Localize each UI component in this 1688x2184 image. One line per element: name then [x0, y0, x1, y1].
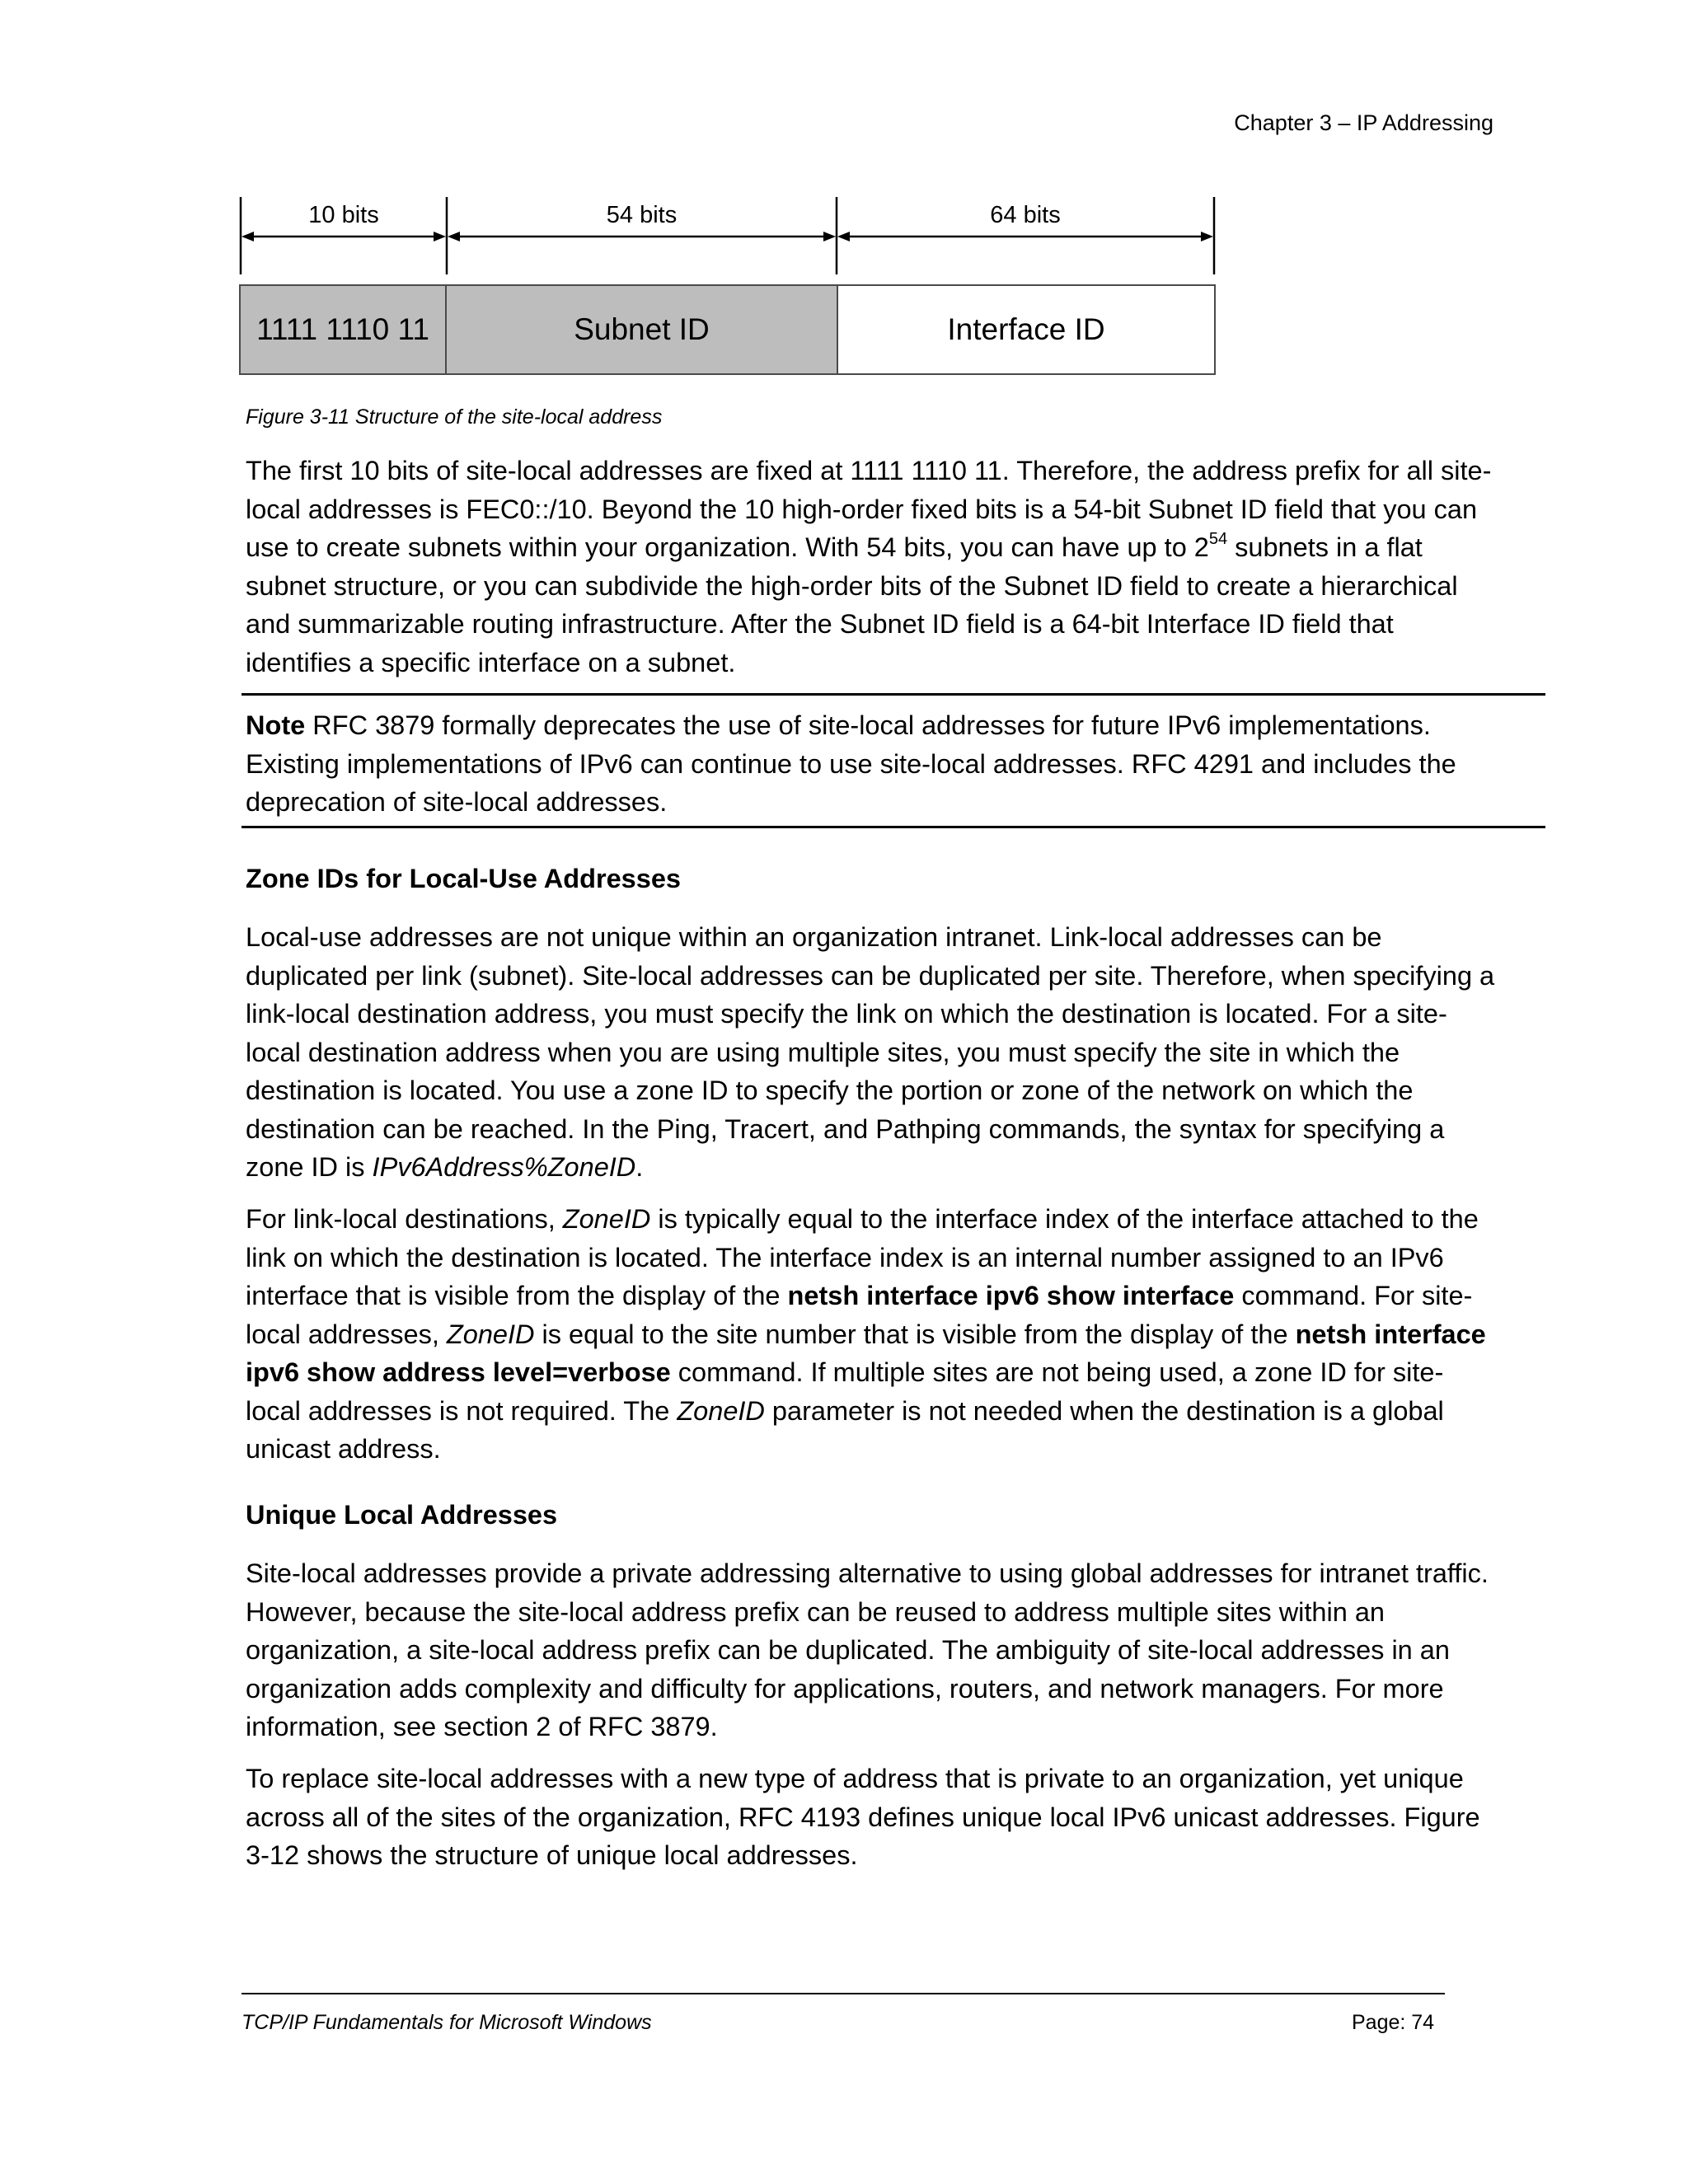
- paragraph-unique-local-intro: To replace site-local addresses with a new type of address that is private to an organization, yet unique across all of the sites of the organization, RFC 4193 defines unique local IPv6 unicast addresses. Figure 3-12 shows the structure of unique local addresses.: [246, 1764, 1480, 1870]
- zone-id-syntax: IPv6Address%ZoneID: [372, 1152, 636, 1182]
- note-bottom-rule: [241, 826, 1545, 828]
- note-label: Note: [246, 710, 306, 740]
- fixed-prefix-field: 1111 1110 11: [239, 284, 447, 375]
- site-local-structure-figure: [239, 194, 1228, 383]
- section-heading-unique-local: Unique Local Addresses: [246, 1500, 558, 1530]
- footer-rule: [241, 1993, 1445, 1994]
- note-top-rule: [241, 693, 1545, 696]
- bits-label-10: 10 bits: [308, 202, 379, 228]
- footer-page-number: Page: 74: [1352, 2011, 1435, 2034]
- running-header: Chapter 3 – IP Addressing: [1234, 110, 1493, 135]
- netsh-show-address-command: netsh interface ipv6 show address level=verbose: [246, 1319, 1486, 1387]
- arrowhead: [823, 232, 836, 241]
- paragraph-local-use: Local-use addresses are not unique within an organization intranet. Link-local addresses can be duplicated per link (subnet). Site-local addresses can be duplicated per site. Therefore, when specifying a link-local destination address, you must specify the link on which the destination is located. For a site-local destination address when you are using multiple sites, you must specify the site in which the destination is located. You use a zone ID to specify the portion or zone of the network on which the destination can be reached. In the Ping, Tracert, and Pathping commands, the syntax for specifying a zone ID is IPv6Address%ZoneID.: [246, 922, 1495, 1182]
- arrowhead: [241, 232, 254, 241]
- figure-caption: Figure 3-11 Structure of the site-local address: [246, 405, 663, 429]
- interface-id-field: Interface ID: [837, 284, 1216, 375]
- bits-label-54: 54 bits: [606, 202, 678, 228]
- arrowhead: [1201, 232, 1213, 241]
- exponent: 54: [1208, 530, 1228, 548]
- paragraph-site-local-ambiguity: Site-local addresses provide a private addressing alternative to using global addresses for intranet traffic. However, because the site-local address prefix can be reused to address multiple sites within an organization, a site-local address prefix can be duplicated. The ambiguity of site-local addresses in an organization adds complexity and difficulty for applications, routers, and network managers. For more information, see section 2 of RFC 3879.: [246, 1558, 1489, 1741]
- bits-label-64: 64 bits: [990, 202, 1061, 228]
- footer-book-title: TCP/IP Fundamentals for Microsoft Windows: [241, 2011, 652, 2034]
- paragraph-zone-id-values: For link-local destinations, ZoneID is typically equal to the interface index of the interface attached to the link on which the destination is located. The interface index is an internal number assigned to an IPv6 interface that is visible from the display of the netsh interface ipv6 show interface command. For site-local addresses, ZoneID is equal to the site number that is visible from the display of the netsh interface ipv6 show address level=verbose command. If multiple sites are not being used, a zone ID for site-local addresses is not required. The ZoneID parameter is not needed when the destination is a global unicast address.: [246, 1204, 1486, 1464]
- note-block: Note RFC 3879 formally deprecates the use of site-local addresses for future IPv6 implementations. Existing implementations of IPv6 can continue to use site-local addresses. RFC 4291 and includes the deprecation of site-local addresses.: [246, 710, 1456, 817]
- netsh-show-interface-command: netsh interface ipv6 show interface: [787, 1281, 1235, 1310]
- paragraph-site-local-intro: The first 10 bits of site-local addresses are fixed at 1111 1110 11. Therefore, the address prefix for all site-local addresses is FEC0::/10. Beyond the 10 high-order fixed bits is a 54-bit Subnet ID field that you can use to create subnets within your organization. With 54 bits, you can have up to $2^{54}$ subnets in a flat subnet structure, or you can subdivide the high-order bits of the Subnet ID field to create a hierarchical and summarizable routing infrastructure. After the Subnet ID field is a 64-bit Interface ID field that identifies a specific interface on a subnet.: [246, 456, 1492, 677]
- subnet-id-field: Subnet ID: [445, 284, 838, 375]
- arrowhead: [434, 232, 446, 241]
- arrowhead: [837, 232, 850, 241]
- section-heading-zone-ids: Zone IDs for Local-Use Addresses: [246, 864, 681, 893]
- arrowhead: [448, 232, 460, 241]
